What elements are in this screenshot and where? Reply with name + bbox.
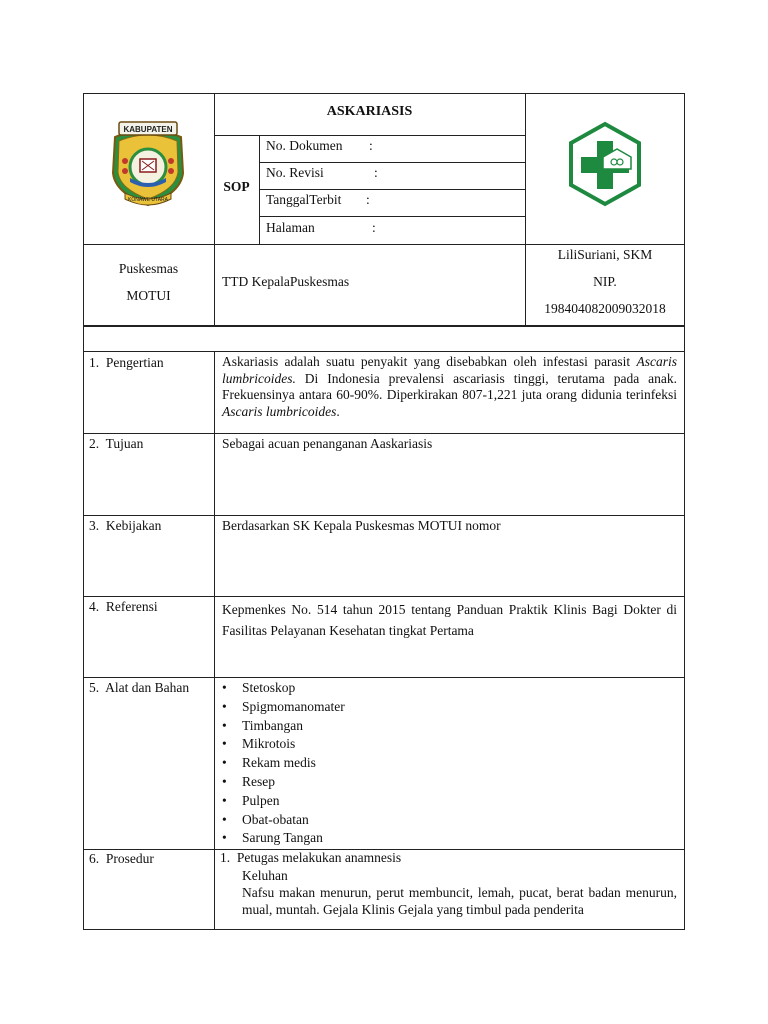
puskesmas-cross-icon [567, 121, 643, 207]
pengertian-species-2: Ascaris lumbricoides [222, 403, 337, 419]
header-title-divider [214, 135, 525, 136]
meta-sep-no-revisi: : [374, 165, 378, 180]
signatory-name: LiliSuriani, SKM [557, 247, 653, 262]
list-item: • Sarung Tangan [218, 829, 345, 848]
list-item: • Timbangan [218, 717, 345, 736]
list-item: • Spigmomanomater [218, 698, 345, 717]
document-title: ASKARIASIS [326, 104, 413, 119]
svg-text:KONAWE UTARA: KONAWE UTARA [127, 197, 169, 203]
meta-divider-3 [259, 216, 525, 217]
list-item: • Resep [218, 773, 345, 792]
pengertian-text-a: Askariasis adalah suatu penyakit yang disebabkan oleh infestasi parasit [222, 354, 631, 369]
pengertian-text-b: Di Indonesia prevalensi ascariasis tinggi, terutama pada anak. Frekuensinya antara 60-90%. Diperkirakan 807-1,221 juta orang didunia terinfeksi [222, 370, 677, 402]
meta-label-no-dokumen: No. Dokumen [266, 138, 343, 153]
row-divider-3 [83, 596, 685, 597]
pengertian-text-c: . [336, 403, 340, 419]
prosedur-step-1: 1. Petugas melakukan anamnesis [220, 850, 402, 865]
content-column-divider [214, 351, 215, 930]
nip-label: NIP. [593, 274, 617, 289]
header-divider-right [525, 93, 526, 326]
alat-list [218, 679, 345, 848]
kebijakan-label: 3. Kebijakan [89, 518, 162, 533]
ttd-label: TTD KepalaPuskesmas [222, 274, 350, 289]
tujuan-label: 2. Tujuan [89, 436, 144, 451]
header-divider-left [214, 93, 215, 326]
list-item: • Mikrotois [218, 735, 345, 754]
regency-emblem-icon [103, 115, 193, 210]
prosedur-detail: Nafsu makan menurun, perut membuncit, lemah, pucat, berat badan menurun, mual, muntah. Gejala Klinis Gejala yang timbul pada penderita [242, 885, 677, 917]
pengertian-text [222, 354, 677, 420]
referensi-label: 4. Referensi [89, 599, 158, 614]
header-row-divider [83, 244, 685, 245]
pengertian-label: 1. Pengertian [89, 355, 164, 370]
prosedur-label: 6. Prosedur [89, 851, 154, 866]
org-line-1: Puskesmas [118, 261, 179, 276]
svg-text:KABUPATEN: KABUPATEN [123, 125, 173, 134]
meta-sep-halaman: : [372, 220, 376, 235]
row-divider-1 [83, 433, 685, 434]
list-item: • Pulpen [218, 792, 345, 811]
meta-label-no-revisi: No. Revisi [266, 165, 324, 180]
prosedur-keluhan: Keluhan [242, 868, 288, 883]
row-divider-2 [83, 515, 685, 516]
pengertian-species-1: Ascaris lumbricoides. [222, 354, 678, 386]
kebijakan-text: Berdasarkan SK Kepala Puskesmas MOTUI nomor [222, 518, 501, 533]
org-line-2: MOTUI [126, 288, 171, 303]
meta-label-tanggal-terbit: TanggalTerbit [266, 192, 342, 207]
meta-sep-no-dokumen: : [369, 138, 373, 153]
meta-divider-2 [259, 189, 525, 190]
tujuan-text: Sebagai acuan penanganan Aaskariasis [222, 436, 433, 451]
meta-sep-tanggal-terbit: : [366, 192, 370, 207]
meta-label-halaman: Halaman [266, 220, 315, 235]
spacer-row-divider [83, 351, 685, 352]
alat-label: 5. Alat dan Bahan [89, 680, 190, 695]
meta-divider-1 [259, 162, 525, 163]
list-item: • Obat-obatan [218, 811, 345, 830]
nip-value: 198404082009032018 [544, 301, 666, 316]
row-divider-4 [83, 677, 685, 678]
referensi-text: Kepmenkes No. 514 tahun 2015 tentang Panduan Praktik Klinis Bagi Dokter di Fasilitas Pelayanan Kesehatan tingkat Pertama [222, 602, 677, 638]
list-item: • Rekam medis [218, 754, 345, 773]
sop-label: SOP [223, 179, 250, 194]
list-item: • Stetoskop [218, 679, 345, 698]
